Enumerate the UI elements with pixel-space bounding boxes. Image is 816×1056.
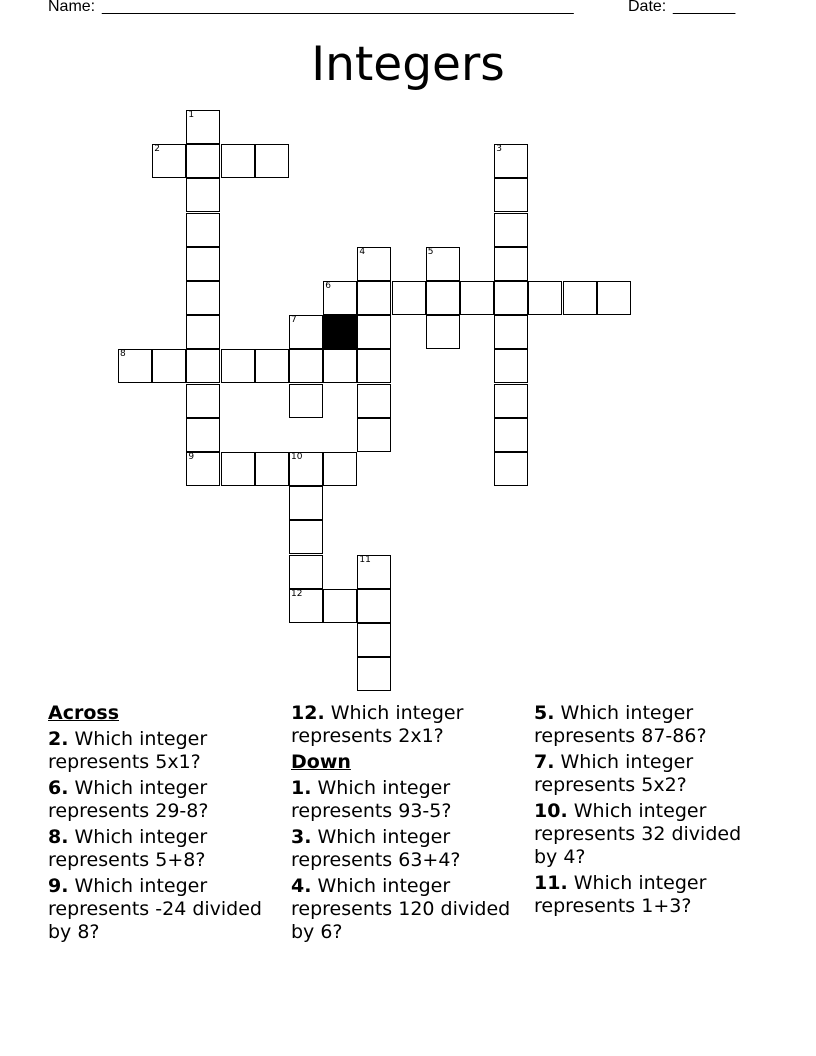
cell-number: 10 (291, 452, 303, 462)
crossword-cell[interactable] (289, 452, 323, 486)
across-heading: Across (48, 702, 120, 724)
crossword-cell[interactable] (494, 247, 528, 281)
crossword-cell[interactable] (494, 452, 528, 486)
crossword-cell[interactable] (152, 349, 186, 383)
crossword-cell[interactable] (357, 555, 391, 589)
crossword-cell[interactable] (289, 589, 323, 623)
crossword-cell[interactable] (494, 178, 528, 212)
crossword-cell[interactable] (357, 418, 391, 452)
crossword-cell[interactable] (426, 281, 460, 315)
name-blank-line[interactable]: _____________________________________________________ (102, 0, 574, 15)
crossword-cell[interactable] (357, 315, 391, 349)
crossword-cell[interactable] (563, 281, 597, 315)
clue-across-12: 12. Which integer represents 2x1? (291, 702, 464, 747)
crossword-cell[interactable] (289, 486, 323, 520)
crossword-cell[interactable] (186, 144, 220, 178)
crossword-cell[interactable] (597, 281, 631, 315)
crossword-cell[interactable] (255, 144, 289, 178)
cell-number: 7 (291, 315, 297, 326)
cell-number: 12 (291, 588, 303, 599)
crossword-cell[interactable] (323, 589, 357, 623)
date-blank-line[interactable]: _______ (673, 0, 736, 15)
clue-down-7: 7. Which integer represents 5x2? (534, 751, 694, 796)
crossword-cell[interactable] (152, 144, 186, 178)
clue-column-2 (291, 702, 527, 947)
crossword-cell[interactable] (186, 110, 220, 144)
cell-number: 4 (359, 246, 366, 257)
cell-number: 11 (359, 554, 371, 565)
crossword-cell[interactable] (221, 144, 255, 178)
down-heading: Down (291, 751, 351, 773)
cell-number: 5 (427, 246, 434, 257)
crossword-cell[interactable] (289, 349, 323, 383)
clue-column-3 (534, 702, 770, 921)
cell-number: 2 (154, 144, 160, 155)
clue-down-1: 1. Which integer represents 93-5? (291, 777, 452, 822)
crossword-cell[interactable] (323, 349, 357, 383)
crossword-cell[interactable] (289, 520, 323, 554)
crossword-cell[interactable] (186, 315, 220, 349)
crossword-cell[interactable] (186, 349, 220, 383)
cell-number: 6 (325, 281, 331, 291)
crossword-cell[interactable] (289, 555, 323, 589)
clue-down-10: 10. Which integer represents 32 divided by 4? (534, 800, 742, 868)
crossword-cell[interactable] (494, 384, 528, 418)
clue-across-6: 6. Which integer represents 29-8? (48, 777, 209, 822)
crossword-cell[interactable] (221, 349, 255, 383)
crossword-cell[interactable] (494, 418, 528, 452)
crossword-cell[interactable] (186, 281, 220, 315)
crossword-cell[interactable] (255, 452, 289, 486)
crossword-cell[interactable] (289, 315, 323, 349)
crossword-cell[interactable] (426, 315, 460, 349)
clue-across-8: 8. Which integer represents 5+8? (48, 826, 208, 871)
crossword-cell[interactable] (460, 281, 494, 315)
crossword-cell[interactable] (357, 247, 391, 281)
crossword-cell[interactable] (357, 281, 391, 315)
clue-across-2: 2. Which integer represents 5x1? (48, 728, 208, 773)
crossword-cell[interactable] (357, 623, 391, 657)
crossword-cell[interactable] (357, 349, 391, 383)
crossword-cell[interactable] (494, 315, 528, 349)
crossword-cell[interactable] (528, 281, 562, 315)
crossword-cell[interactable] (118, 349, 152, 383)
crossword-cell[interactable] (186, 452, 220, 486)
crossword-cell[interactable] (357, 384, 391, 418)
black-cell (323, 315, 357, 349)
clue-down-5: 5. Which integer represents 87-86? (534, 702, 707, 747)
name-label: Name: (48, 0, 96, 15)
cell-number: 8 (120, 349, 126, 360)
clue-across-9: 9. Which integer represents -24 divided by 8? (48, 875, 262, 943)
crossword-cell[interactable] (323, 281, 357, 315)
crossword-cell[interactable] (255, 349, 289, 383)
crossword-cell[interactable] (357, 589, 391, 623)
crossword-cell[interactable] (186, 384, 220, 418)
crossword-cell[interactable] (494, 144, 528, 178)
crossword-cell[interactable] (186, 178, 220, 212)
crossword-cell[interactable] (357, 657, 391, 691)
clue-down-3: 3. Which integer represents 63+4? (291, 826, 461, 871)
page-title: Integers (311, 37, 505, 92)
crossword-cell[interactable] (392, 281, 426, 315)
crossword-cell[interactable] (323, 452, 357, 486)
crossword-cell[interactable] (186, 247, 220, 281)
crossword-cell[interactable] (186, 418, 220, 452)
cell-number: 1 (188, 110, 195, 120)
crossword-cell[interactable] (289, 384, 323, 418)
cell-number: 3 (496, 144, 502, 155)
crossword-cell[interactable] (494, 281, 528, 315)
crossword-cell[interactable] (426, 247, 460, 281)
clue-column-1 (48, 702, 284, 947)
crossword-cell[interactable] (186, 213, 220, 247)
clue-down-4: 4. Which integer represents 120 divided by 6? (291, 875, 511, 943)
crossword-cell[interactable] (494, 213, 528, 247)
crossword-cell[interactable] (221, 452, 255, 486)
cell-number: 9 (188, 452, 195, 462)
clue-down-11: 11. Which integer represents 1+3? (534, 872, 707, 917)
crossword-cell[interactable] (494, 349, 528, 383)
date-label: Date: (628, 0, 667, 15)
